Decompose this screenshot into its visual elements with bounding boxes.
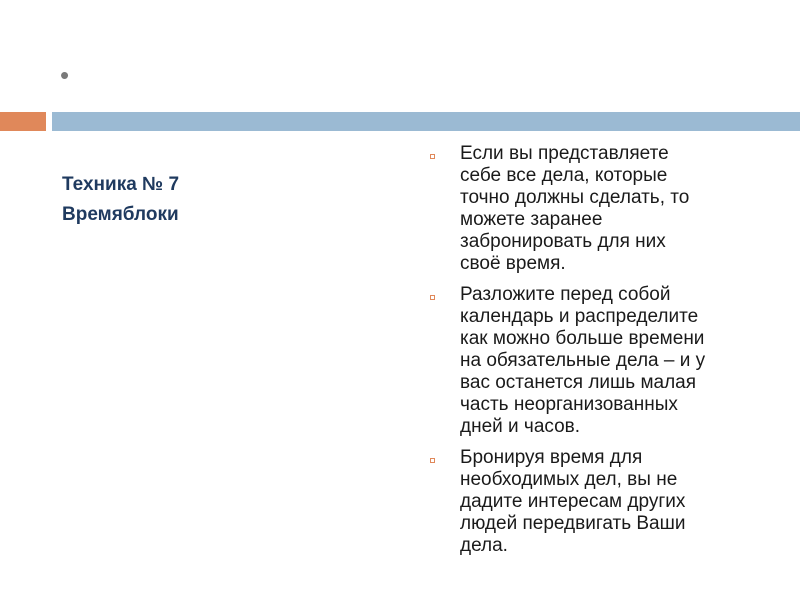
bullet-item <box>425 284 785 438</box>
bullet-text: Если вы представляете себе все дела, которые точно должны сделать, то можете заранее забронировать для них своё время. <box>460 143 690 274</box>
bullet-item <box>425 447 785 557</box>
bullet-text: Бронируя время для необходимых дел, вы не дадите интересам других людей передвигать Ваши дела. <box>460 447 686 556</box>
title-placeholder-bullet: • <box>60 60 70 90</box>
square-bullet-icon <box>430 458 435 463</box>
header-band <box>52 112 800 131</box>
side-title-line-2: Времяблоки <box>62 204 179 225</box>
square-bullet-icon <box>430 154 435 159</box>
header-band-accent <box>0 112 46 131</box>
square-bullet-icon <box>430 295 435 300</box>
bullet-text: Разложите перед собой календарь и распределите как можно больше времени на обязательные дела – и у вас останется лишь малая часть неорганизованных дней и часов. <box>460 284 706 437</box>
bullet-list <box>425 143 785 566</box>
side-title-line-1: Техника № 7 <box>62 174 180 195</box>
side-title <box>62 170 362 230</box>
bullet-item <box>425 143 785 275</box>
